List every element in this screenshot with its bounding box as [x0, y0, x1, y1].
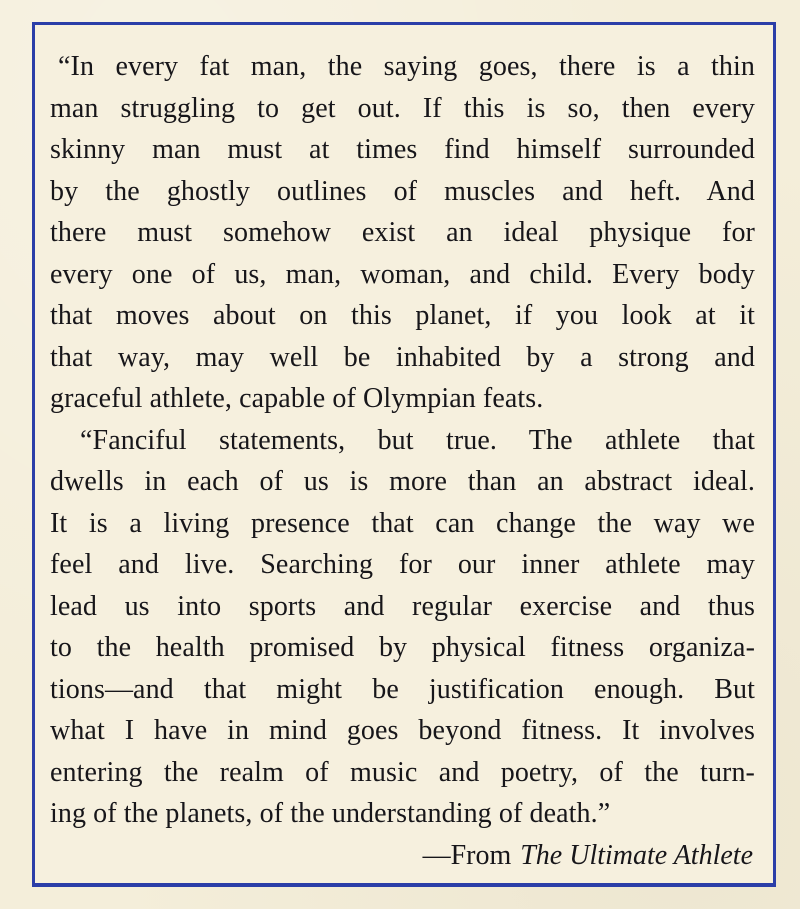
quote-line: to the health promised by physical fitness organiza- — [50, 632, 755, 663]
quote-line: graceful athlete, capable of Olympian feats. — [50, 383, 544, 414]
quote-line: skinny man must at times find himself surrounded — [50, 134, 755, 165]
quote-line: that way, may well be inhabited by a strong and — [50, 341, 755, 373]
quote-line: “In every fat man, the saying goes, there is a thin — [58, 51, 755, 82]
quote-paragraph — [50, 420, 755, 835]
quote-line: there must somehow exist an ideal physique for — [50, 217, 755, 248]
attribution-title: The Ultimate Athlete — [520, 839, 753, 871]
quote-line: man struggling to get out. If this is so, then every — [50, 92, 755, 124]
quote-line: entering the realm of music and poetry, of the turn- — [50, 756, 755, 788]
quote-paragraph — [50, 46, 755, 420]
quote-line: feel and live. Searching for our inner athlete may — [50, 549, 755, 580]
quote-line: every one of us, man, woman, and child. Every body — [50, 258, 755, 290]
quote-line: It is a living presence that can change the way we — [50, 507, 755, 539]
attribution-prefix: —From — [422, 839, 512, 871]
quote-line: ing of the planets, of the understanding of death.” — [50, 798, 611, 829]
quote-paragraphs — [50, 46, 755, 835]
quote-line: dwells in each of us is more than an abstract ideal. — [50, 466, 755, 497]
quote-box — [32, 22, 776, 887]
quote-line: “Fanciful statements, but true. The athlete that — [80, 424, 755, 456]
attribution — [50, 835, 755, 877]
quote-line: by the ghostly outlines of muscles and heft. And — [50, 175, 755, 207]
quote-line: lead us into sports and regular exercise and thus — [50, 590, 755, 622]
quote-line: tions—and that might be justification enough. But — [50, 673, 755, 705]
quote-line: what I have in mind goes beyond fitness. It involves — [50, 715, 755, 746]
quote-line: that moves about on this planet, if you look at it — [50, 300, 755, 331]
